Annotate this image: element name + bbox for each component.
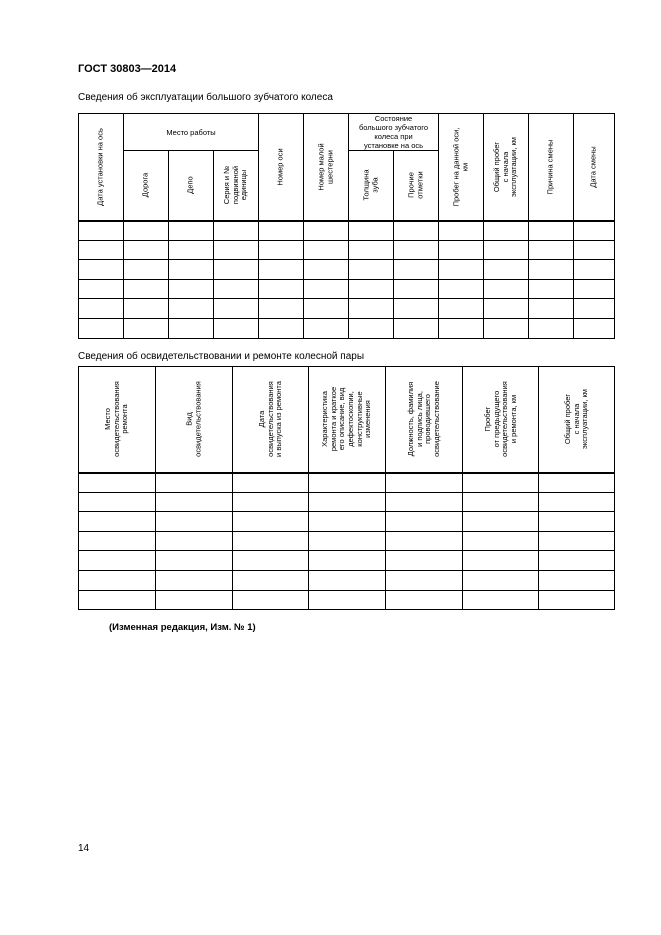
table-cell[interactable] xyxy=(79,318,124,338)
table-cell[interactable] xyxy=(484,299,529,319)
table-cell[interactable] xyxy=(233,512,309,532)
table-cell[interactable] xyxy=(529,221,574,241)
header-replace-reason: Причина смены xyxy=(529,114,574,221)
header-mileage-axle: Пробег на данной оси, км xyxy=(439,114,484,221)
header-series-no: Серия и № подвижной единицы xyxy=(214,151,259,221)
table-cell[interactable] xyxy=(386,531,463,551)
table-cell[interactable] xyxy=(233,492,309,512)
table-cell[interactable] xyxy=(539,473,615,493)
table-cell[interactable] xyxy=(529,299,574,319)
table-row xyxy=(79,299,615,319)
table-cell[interactable] xyxy=(539,531,615,551)
table-cell[interactable] xyxy=(233,590,309,610)
table-cell[interactable] xyxy=(259,318,304,338)
table-cell[interactable] xyxy=(259,299,304,319)
table-cell[interactable] xyxy=(394,318,439,338)
table-cell[interactable] xyxy=(539,570,615,590)
table-cell[interactable] xyxy=(463,570,539,590)
header-col-4: Характеристика ремонта и краткое его описание, вид дефектоскопии, конструктивные изменения xyxy=(309,367,386,473)
table-cell[interactable] xyxy=(574,318,615,338)
table-cell[interactable] xyxy=(259,240,304,260)
table-cell[interactable] xyxy=(484,260,529,280)
table-cell[interactable] xyxy=(386,473,463,493)
table-cell[interactable] xyxy=(529,260,574,280)
table-cell[interactable] xyxy=(214,240,259,260)
table-cell[interactable] xyxy=(394,260,439,280)
table-cell[interactable] xyxy=(124,279,169,299)
table-cell[interactable] xyxy=(439,260,484,280)
table-cell[interactable] xyxy=(79,221,124,241)
table-cell[interactable] xyxy=(233,531,309,551)
table-cell[interactable] xyxy=(386,570,463,590)
gear-operation-table xyxy=(78,113,615,339)
table-cell[interactable] xyxy=(574,221,615,241)
header-gear-state: Состояние большого зубчатого колеса при установке на ось xyxy=(349,114,439,151)
table-cell[interactable] xyxy=(214,260,259,280)
table-cell[interactable] xyxy=(214,221,259,241)
table-cell[interactable] xyxy=(349,279,394,299)
table-row xyxy=(79,492,615,512)
section-caption-inspection: Сведения об освидетельствовании и ремонте колесной пары xyxy=(78,351,365,362)
table-cell[interactable] xyxy=(349,299,394,319)
table-row xyxy=(79,473,615,493)
table-cell[interactable] xyxy=(156,531,233,551)
table-cell[interactable] xyxy=(79,299,124,319)
document-title: ГОСТ 30803—2014 xyxy=(78,63,177,75)
table-cell[interactable] xyxy=(124,318,169,338)
table-cell[interactable] xyxy=(124,299,169,319)
header-col-2: Вид освидетельствования xyxy=(156,367,233,473)
table-cell[interactable] xyxy=(539,590,615,610)
table-cell[interactable] xyxy=(304,318,349,338)
table-cell[interactable] xyxy=(79,279,124,299)
table-row xyxy=(79,279,615,299)
table-cell[interactable] xyxy=(439,221,484,241)
table-cell[interactable] xyxy=(169,279,214,299)
table-cell[interactable] xyxy=(309,590,386,610)
table-cell[interactable] xyxy=(349,318,394,338)
header-depot: Депо xyxy=(169,151,214,221)
table-cell[interactable] xyxy=(304,279,349,299)
table-cell[interactable] xyxy=(304,240,349,260)
table-cell[interactable] xyxy=(156,570,233,590)
table-cell[interactable] xyxy=(349,260,394,280)
table-cell[interactable] xyxy=(309,473,386,493)
table-cell[interactable] xyxy=(259,221,304,241)
header-road: Дорога xyxy=(124,151,169,221)
table-cell[interactable] xyxy=(79,260,124,280)
table-row xyxy=(79,570,615,590)
table-cell[interactable] xyxy=(386,512,463,532)
table-cell[interactable] xyxy=(79,492,156,512)
table-cell[interactable] xyxy=(574,279,615,299)
table-cell[interactable] xyxy=(259,279,304,299)
table-cell[interactable] xyxy=(539,551,615,571)
revision-note: (Изменная редакция, Изм. № 1) xyxy=(109,622,256,633)
table-cell[interactable] xyxy=(463,512,539,532)
table-cell[interactable] xyxy=(124,240,169,260)
table-cell[interactable] xyxy=(169,221,214,241)
table-row xyxy=(79,590,615,610)
table-cell[interactable] xyxy=(439,318,484,338)
header-col-3: Дата освидетельствования и выпуска из ремонта xyxy=(233,367,309,473)
table-row xyxy=(79,240,615,260)
header-install-date: Дата установки на ось xyxy=(79,114,124,221)
table-cell[interactable] xyxy=(484,279,529,299)
table-cell[interactable] xyxy=(484,240,529,260)
table-cell[interactable] xyxy=(394,221,439,241)
inspection-repair-table xyxy=(78,366,615,610)
section-caption-operation: Сведения об эксплуатации большого зубчатого колеса xyxy=(78,92,333,103)
header-replace-date: Дата смены xyxy=(574,114,615,221)
header-other-marks: Прочие отметки xyxy=(394,151,439,221)
table-cell[interactable] xyxy=(386,590,463,610)
table-cell[interactable] xyxy=(79,590,156,610)
table-cell[interactable] xyxy=(574,299,615,319)
table-cell[interactable] xyxy=(539,492,615,512)
table-cell[interactable] xyxy=(79,473,156,493)
table-row xyxy=(79,551,615,571)
table-cell[interactable] xyxy=(79,570,156,590)
table-cell[interactable] xyxy=(349,221,394,241)
table-cell[interactable] xyxy=(124,221,169,241)
table-cell[interactable] xyxy=(574,260,615,280)
table-cell[interactable] xyxy=(529,240,574,260)
table-cell[interactable] xyxy=(304,260,349,280)
table-cell[interactable] xyxy=(156,492,233,512)
table-cell[interactable] xyxy=(309,492,386,512)
table-cell[interactable] xyxy=(574,240,615,260)
table-cell[interactable] xyxy=(259,260,304,280)
header-total-mileage: Общий пробег с начала эксплуатации, км xyxy=(484,114,529,221)
table-cell[interactable] xyxy=(79,531,156,551)
table-cell[interactable] xyxy=(79,551,156,571)
table-cell[interactable] xyxy=(156,512,233,532)
table-cell[interactable] xyxy=(169,318,214,338)
table-cell[interactable] xyxy=(304,299,349,319)
table-cell[interactable] xyxy=(463,590,539,610)
table-row xyxy=(79,318,615,338)
header-small-gear-no: Номер малой шестерни xyxy=(304,114,349,221)
table-cell[interactable] xyxy=(439,240,484,260)
table-cell[interactable] xyxy=(233,473,309,493)
table-cell[interactable] xyxy=(169,299,214,319)
header-col-6: Пробег от предыдущего освидетельствования и ремонта, км xyxy=(463,367,539,473)
table-cell[interactable] xyxy=(309,570,386,590)
table-row xyxy=(79,531,615,551)
table-cell[interactable] xyxy=(156,551,233,571)
table-cell[interactable] xyxy=(233,570,309,590)
table-cell[interactable] xyxy=(233,551,309,571)
table-row xyxy=(79,221,615,241)
table-cell[interactable] xyxy=(309,512,386,532)
header-col-5: Должность, фамилия и подпись лица, проводившего освидетельствование xyxy=(386,367,463,473)
table-cell[interactable] xyxy=(439,299,484,319)
table-cell[interactable] xyxy=(309,551,386,571)
header-col-7: Общий пробег с начала эксплуатации, км xyxy=(539,367,615,473)
page-number: 14 xyxy=(78,843,90,854)
table-cell[interactable] xyxy=(463,492,539,512)
table-cell[interactable] xyxy=(214,279,259,299)
header-tooth-thickness: Толщина зуба xyxy=(349,151,394,221)
table-cell[interactable] xyxy=(169,240,214,260)
table-cell[interactable] xyxy=(439,279,484,299)
table-cell[interactable] xyxy=(156,590,233,610)
table-cell[interactable] xyxy=(79,512,156,532)
table-cell[interactable] xyxy=(156,473,233,493)
table-cell[interactable] xyxy=(463,473,539,493)
table-cell[interactable] xyxy=(214,318,259,338)
table-cell[interactable] xyxy=(394,240,439,260)
table-cell[interactable] xyxy=(214,299,259,319)
table-cell[interactable] xyxy=(529,318,574,338)
table-cell[interactable] xyxy=(349,240,394,260)
table-cell[interactable] xyxy=(484,221,529,241)
table-row xyxy=(79,260,615,280)
table-cell[interactable] xyxy=(386,551,463,571)
table-cell[interactable] xyxy=(386,492,463,512)
table-cell[interactable] xyxy=(79,240,124,260)
header-col-1: Место освидетельствования ремонта xyxy=(79,367,156,473)
table-cell[interactable] xyxy=(529,279,574,299)
table-cell[interactable] xyxy=(124,260,169,280)
header-axle-no: Номер оси xyxy=(259,114,304,221)
table-cell[interactable] xyxy=(169,260,214,280)
table-cell[interactable] xyxy=(539,512,615,532)
table-cell[interactable] xyxy=(309,531,386,551)
table-cell[interactable] xyxy=(394,299,439,319)
table-cell[interactable] xyxy=(394,279,439,299)
table-row xyxy=(79,512,615,532)
table-cell[interactable] xyxy=(304,221,349,241)
header-workplace: Место работы xyxy=(124,114,259,151)
table-cell[interactable] xyxy=(463,551,539,571)
table-cell[interactable] xyxy=(463,531,539,551)
table-cell[interactable] xyxy=(484,318,529,338)
